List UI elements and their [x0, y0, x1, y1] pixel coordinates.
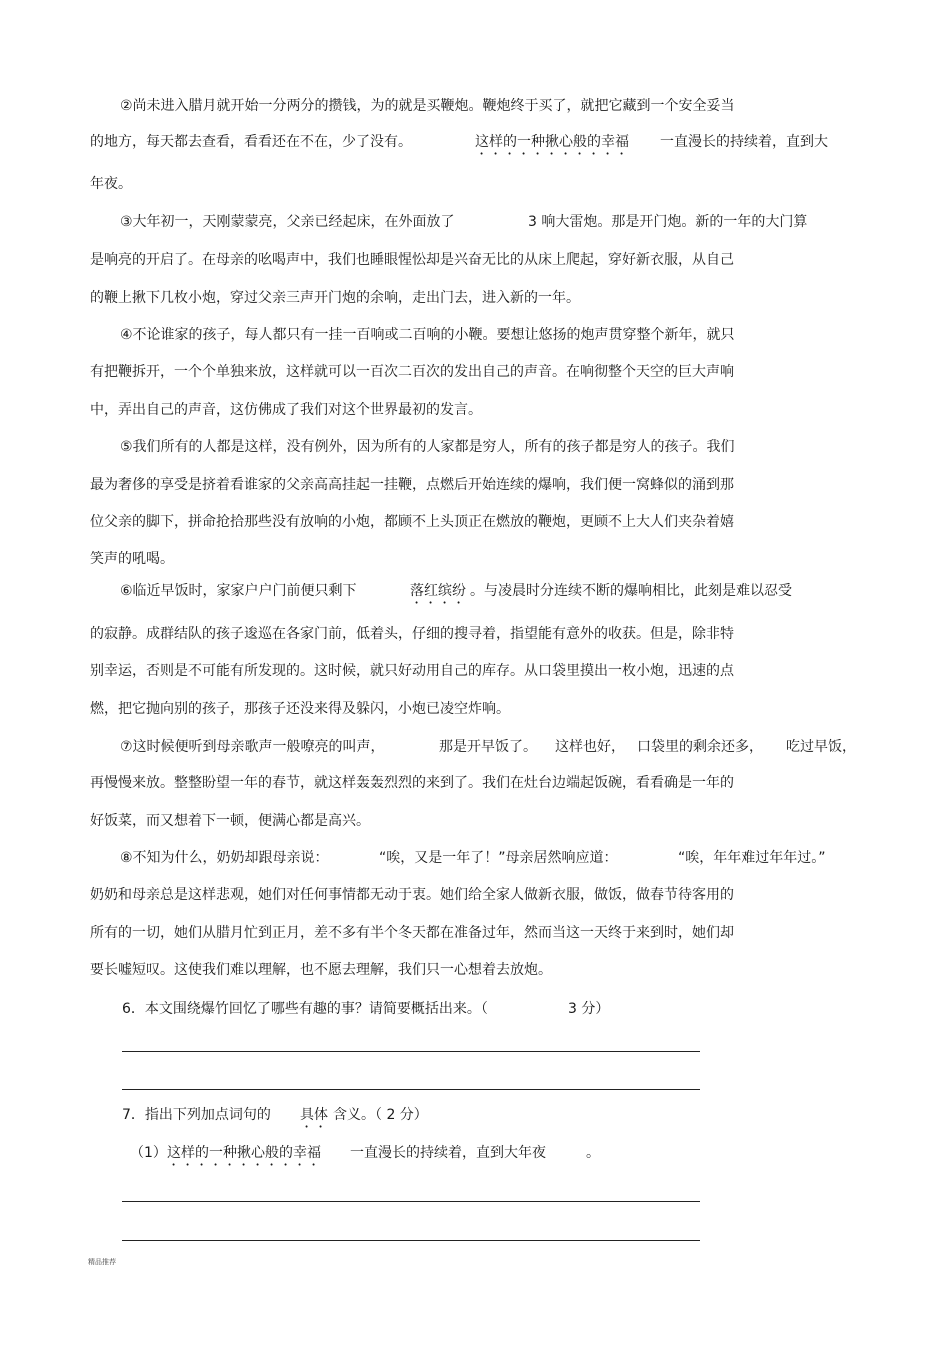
p7-line3: 好饭菜，而又想着下一顿，便满心都是高兴。 — [90, 813, 370, 829]
p8-line1b: “唉，又是一年了！”母亲居然响应道： — [379, 850, 618, 866]
p8-line4: 要长嘘短叹。这使我们难以理解，也不愿去理解，我们只一心想着去放炮。 — [90, 962, 552, 978]
p6-line4: 燃，把它抛向别的孩子，那孩子还没来得及躲闪，小炮已凌空炸响。 — [90, 701, 510, 717]
p2-emphasis-phrase: 这样的一种揪心般的幸福 — [475, 134, 629, 150]
p8-line1c: “唉，年年难过年年过。” — [678, 850, 826, 866]
question-7-1-period: 。 — [586, 1145, 600, 1161]
p6-line1c: 。与凌晨时分连续不断的爆响相比，此刻是难以忍受 — [470, 583, 792, 599]
p3-line2: 是响亮的开启了。在母亲的吆喝声中，我们也睡眼惺忪却是兴奋无比的从床上爬起，穿好新衣服，从自己 — [90, 252, 734, 268]
p7-line2: 再慢慢来放。整整盼望一年的春节，就这样轰轰烈烈的来到了。我们在灶台边端起饭碗，看看确是一年的 — [90, 775, 734, 791]
p5-line3: 位父亲的脚下，拼命抢拾那些没有放响的小炮，都顾不上头顶正在燃放的鞭炮，更顾不上大人们夹杂着嬉 — [90, 514, 734, 530]
question-7-emphasis-word: 具体 — [300, 1107, 328, 1123]
p5-line4: 笑声的吼喝。 — [90, 551, 174, 567]
page-footer: 精品推荐 — [88, 1258, 116, 1266]
p7-line1e: 吃过早饭， — [786, 739, 856, 755]
p3-line1a: ③大年初一，天刚蒙蒙亮，父亲已经起床，在外面放了 — [120, 214, 455, 230]
answer-line-q7-2[interactable] — [122, 1240, 700, 1241]
p7-line1a: ⑦这时候便听到母亲歌声一般嘹亮的叫声， — [120, 739, 385, 755]
p5-line1: ⑤我们所有的人都是这样，没有例外，因为所有的人家都是穷人，所有的孩子都是穷人的孩子。我们 — [120, 439, 735, 455]
p8-line2: 奶奶和母亲总是这样悲观，她们对任何事情都无动于衷。她们给全家人做新衣服，做饭，做春节待客用的 — [90, 887, 734, 903]
p8-line3: 所有的一切，她们从腊月忙到正月，差不多有半个冬天都在准备过年，然而当这一天终于来到时，她们却 — [90, 925, 734, 941]
question-7-1-label: （1） — [130, 1145, 167, 1161]
answer-line-q6-2[interactable] — [122, 1089, 700, 1090]
question-7-text-c: 含义。（ 2 分） — [333, 1107, 428, 1123]
question-7-text-a: 7．指出下列加点词句的 — [122, 1107, 271, 1123]
p6-line3: 别幸运，否则是不可能有所发现的。这时候，就只好动用自己的库存。从口袋里摸出一枚小炮，迅速的点 — [90, 663, 734, 679]
p4-line3: 中，弄出自己的声音，这仿佛成了我们对这个世界最初的发言。 — [90, 402, 482, 418]
p2-line3: 年夜。 — [90, 176, 132, 192]
p3-line1b: 3 响大雷炮。那是开门炮。新的一年的大门算 — [528, 214, 808, 230]
question-7-1-text: 一直漫长的持续着，直到大年夜 — [350, 1145, 546, 1161]
p7-line1c: 这样也好， — [555, 739, 625, 755]
answer-line-q6-1[interactable] — [122, 1051, 700, 1052]
p6-line1a: ⑥临近早饭时，家家户户门前便只剩下 — [120, 583, 357, 599]
question-6-score: 3 分） — [568, 1001, 610, 1017]
question-7-1-emphasis-phrase: 这样的一种揪心般的幸福 — [167, 1145, 321, 1161]
p2-line2c: 一直漫长的持续着，直到大 — [660, 134, 828, 150]
p8-line1a: ⑧不知为什么，奶奶却跟母亲说： — [120, 850, 329, 866]
p2-line2a: 的地方，每天都去查看，看看还在不在，少了没有。 — [90, 134, 412, 150]
p6-emphasis-phrase: 落红缤纷 — [410, 583, 466, 599]
p4-line2: 有把鞭拆开，一个个单独来放，这样就可以一百次二百次的发出自己的声音。在响彻整个天空的巨大声响 — [90, 364, 734, 380]
p5-line2: 最为奢侈的享受是挤着看谁家的父亲高高挂起一挂鞭，点燃后开始连续的爆响，我们便一窝蜂似的涌到那 — [90, 477, 734, 493]
p7-line1b: 那是开早饭了。 — [439, 739, 537, 755]
p6-line2: 的寂静。成群结队的孩子逡巡在各家门前，低着头，仔细的搜寻着，指望能有意外的收获。但是，除非特 — [90, 626, 734, 642]
question-6-text: 6．本文围绕爆竹回忆了哪些有趣的事？请简要概括出来。（ — [122, 1001, 488, 1017]
p3-line3: 的鞭上揪下几枚小炮，穿过父亲三声开门炮的余响，走出门去，进入新的一年。 — [90, 290, 580, 306]
p4-line1: ④不论谁家的孩子，每人都只有一挂一百响或二百响的小鞭。要想让悠扬的炮声贯穿整个新年，就只 — [120, 327, 735, 343]
p2-line1: ②尚未进入腊月就开始一分两分的攒钱，为的就是买鞭炮。鞭炮终于买了，就把它藏到一个安全妥当 — [120, 98, 735, 114]
answer-line-q7-1[interactable] — [122, 1201, 700, 1202]
p7-line1d: 口袋里的剩余还多， — [637, 739, 763, 755]
